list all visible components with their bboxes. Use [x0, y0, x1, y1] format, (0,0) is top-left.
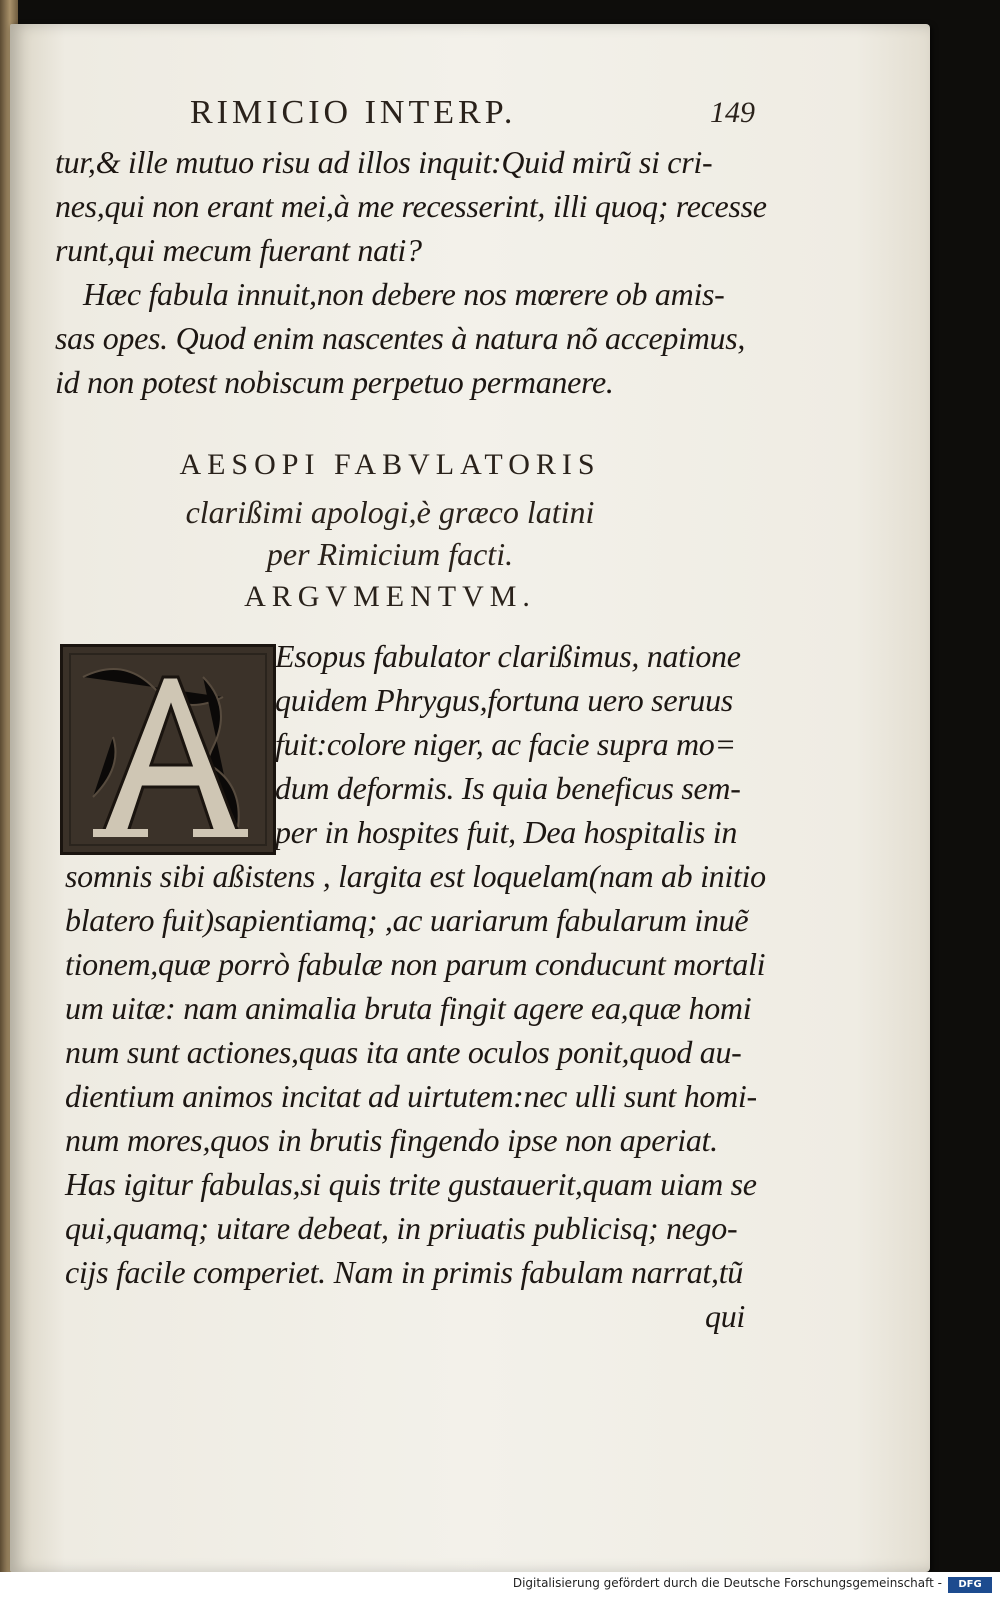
page-number: 149 — [710, 96, 755, 129]
text-line: fuit:colore niger, ac facie supra mo= — [275, 726, 736, 762]
text-line: Hæc fabula innuit,non debere nos mœrere ob amis- — [83, 276, 725, 312]
text-line: per in hospites fuit, Dea hospitalis in — [275, 814, 738, 850]
decorated-letter-a-icon — [63, 647, 273, 852]
text-line: quidem Phrygus,fortuna uero seruus — [275, 682, 733, 718]
text-line: qui,quamq; uitare debeat, in priuatis publicisq; nego- — [65, 1210, 738, 1246]
dfg-logo-icon: DFG — [948, 1577, 992, 1593]
section-title-sub: clarißimi apologi,è græco latini — [185, 494, 595, 530]
footer-credit: Digitalisierung gefördert durch die Deutsche Forschungsgemeinschaft - — [512, 1576, 942, 1590]
text-line: blatero fuit)sapientiamq; ,ac uariarum fabularum inuẽ — [65, 902, 749, 938]
text-line: id non potest nobiscum perpetuo permanere. — [55, 364, 614, 400]
catchword: qui — [705, 1298, 745, 1334]
section-title-sub: per Rimicium facti. — [266, 536, 514, 572]
text-line: Has igitur fabulas,si quis trite gustauerit,quam uiam se — [65, 1166, 757, 1202]
text-line: dum deformis. Is quia beneficus sem- — [275, 770, 741, 806]
running-title: RIMICIO INTERP. — [190, 94, 517, 131]
section-subheading: ARGVMENTVM. — [244, 580, 536, 613]
text-line: sas opes. Quod enim nascentes à natura nõ accepimus, — [55, 320, 746, 356]
text-line: um uitæ: nam animalia bruta fingit agere ea,quæ homi — [65, 990, 752, 1026]
text-line: dientium animos incitat ad uirtutem:nec ulli sunt homi- — [65, 1078, 757, 1114]
digitization-footer — [0, 1572, 1000, 1598]
text-line: cijs facile comperiet. Nam in primis fabulam narrat,tũ — [65, 1254, 743, 1290]
text-line: tur,& ille mutuo risu ad illos inquit:Quid mirũ si cri- — [55, 144, 713, 180]
book-page — [10, 24, 930, 1572]
section-title-main: AESOPI FABVLATORIS — [179, 448, 601, 481]
text-line: num mores,quos in brutis fingendo ipse non aperiat. — [65, 1122, 718, 1158]
text-line: nes,qui non erant mei,à me recesserint, illi quoq; recesse — [55, 188, 767, 224]
text-line: runt,qui mecum fuerant nati? — [55, 232, 422, 268]
text-line: Esopus fabulator clarißimus, natione — [275, 638, 741, 674]
text-line: somnis sibi aßistens , largita est loquelam(nam ab initio — [65, 858, 766, 894]
text-line: num sunt actiones,quas ita ante oculos ponit,quod au- — [65, 1034, 742, 1070]
woodcut-initial-a — [60, 644, 276, 855]
text-line: tionem,quæ porrò fabulæ non parum conducunt mortali — [65, 946, 766, 982]
